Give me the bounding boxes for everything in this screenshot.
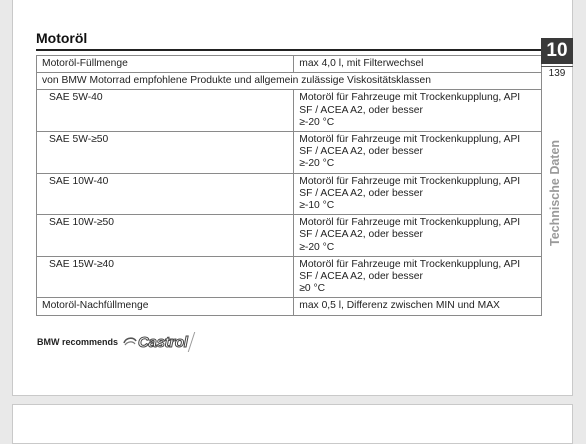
grade-spec-line: Motoröl für Fahrzeuge mit Trockenkupplung, API xyxy=(299,92,521,104)
fill-quantity-value: max 4,0 l, mit Filterwechsel xyxy=(294,56,542,73)
oil-spec-table xyxy=(36,55,542,316)
logo-divider xyxy=(187,332,194,352)
table-row xyxy=(37,90,542,132)
document-page xyxy=(12,0,573,396)
grade-name: SAE 5W-≥50 xyxy=(37,132,294,174)
castrol-logo xyxy=(122,332,192,352)
table-row xyxy=(37,215,542,257)
refill-quantity-label: Motoröl-Nachfüllmenge xyxy=(37,298,294,315)
next-page xyxy=(12,404,573,444)
grade-temperature: ≥-10 °C xyxy=(299,200,335,212)
grade-spec-line: Motoröl für Fahrzeuge mit Trockenkupplung, API xyxy=(299,175,521,187)
table-row xyxy=(37,132,542,174)
brand-recommendation xyxy=(37,332,192,352)
grade-spec-line: SF / ACEA A2, oder besser xyxy=(299,271,423,283)
grade-spec-line: SF / ACEA A2, oder besser xyxy=(299,146,423,158)
refill-quantity-value: max 0,5 l, Differenz zwischen MIN und MAX xyxy=(294,298,542,315)
grade-temperature: ≥-20 °C xyxy=(299,116,335,128)
section-side-label: Technische Daten xyxy=(548,139,562,246)
fill-quantity-label: Motoröl-Füllmenge xyxy=(37,56,294,73)
grade-spec-line: SF / ACEA A2, oder besser xyxy=(299,187,423,199)
grade-temperature: ≥0 °C xyxy=(299,283,326,295)
grade-spec xyxy=(294,256,542,298)
grade-spec xyxy=(294,173,542,215)
castrol-swirl-icon xyxy=(122,334,138,350)
section-title: Motoröl xyxy=(36,30,88,46)
grade-spec-line: SF / ACEA A2, oder besser xyxy=(299,104,423,116)
table-row xyxy=(37,298,542,315)
recommendation-note: von BMW Motorrad empfohlene Produkte und allgemein zulässige Viskositätsklassen xyxy=(37,73,542,90)
grade-spec xyxy=(294,132,542,174)
grade-spec xyxy=(294,90,542,132)
title-divider xyxy=(36,49,542,51)
castrol-wordmark: Castrol xyxy=(138,333,188,351)
grade-temperature: ≥-20 °C xyxy=(299,241,335,253)
grade-name: SAE 10W-≥50 xyxy=(37,215,294,257)
grade-name: SAE 15W-≥40 xyxy=(37,256,294,298)
grade-spec xyxy=(294,215,542,257)
table-row xyxy=(37,173,542,215)
grade-spec-line: SF / ACEA A2, oder besser xyxy=(299,229,423,241)
page-number: 139 xyxy=(541,66,573,79)
table-row xyxy=(37,73,542,90)
grade-name: SAE 10W-40 xyxy=(37,173,294,215)
grade-temperature: ≥-20 °C xyxy=(299,158,335,170)
table-row xyxy=(37,256,542,298)
chapter-number-tab: 10 xyxy=(541,38,573,64)
grade-name: SAE 5W-40 xyxy=(37,90,294,132)
table-row xyxy=(37,56,542,73)
grade-spec-line: Motoröl für Fahrzeuge mit Trockenkupplung, API xyxy=(299,258,521,270)
recommends-text: BMW recommends xyxy=(37,337,119,347)
grade-spec-line: Motoröl für Fahrzeuge mit Trockenkupplung, API xyxy=(299,217,521,229)
grade-spec-line: Motoröl für Fahrzeuge mit Trockenkupplung, API xyxy=(299,134,521,146)
